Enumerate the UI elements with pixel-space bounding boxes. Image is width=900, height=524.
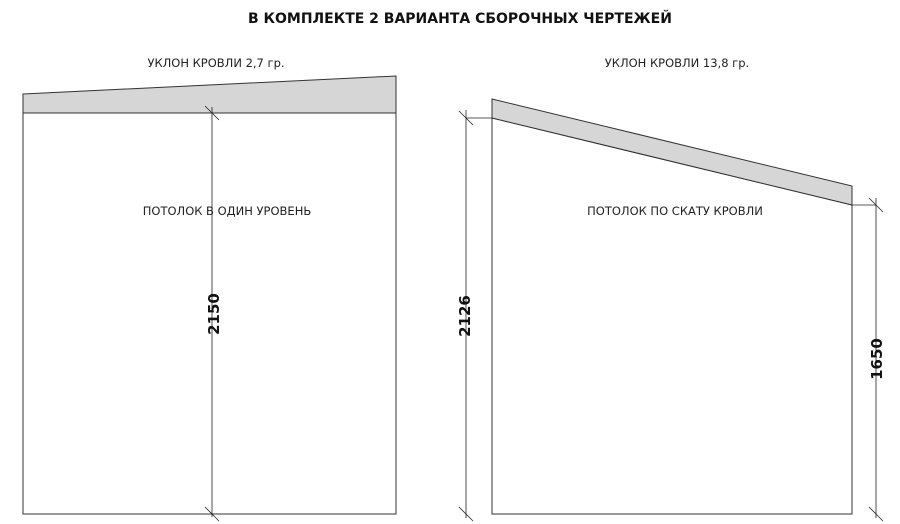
height-dimension-label-1: 2150 xyxy=(205,293,223,335)
right-height-dimension-label-2: 1650 xyxy=(868,338,886,380)
variant-flat-ceiling xyxy=(23,56,396,521)
roof-1 xyxy=(23,76,396,113)
page-title: В КОМПЛЕКТЕ 2 ВАРИАНТА СБОРОЧНЫХ ЧЕРТЕЖЕЙ xyxy=(248,11,672,27)
right-height-dimension-2 xyxy=(852,198,886,521)
ceiling-caption-2: ПОТОЛОК ПО СКАТУ КРОВЛИ xyxy=(587,204,763,218)
roof-slope-caption-2: УКЛОН КРОВЛИ 13,8 гр. xyxy=(604,56,750,70)
variant-sloped-ceiling xyxy=(456,56,886,521)
ceiling-caption-1: ПОТОЛОК В ОДИН УРОВЕНЬ xyxy=(142,204,312,218)
roof-slope-caption-1: УКЛОН КРОВЛИ 2,7 гр. xyxy=(147,56,285,70)
left-height-dimension-label-2: 2126 xyxy=(456,295,474,337)
left-height-dimension-2 xyxy=(456,110,492,521)
